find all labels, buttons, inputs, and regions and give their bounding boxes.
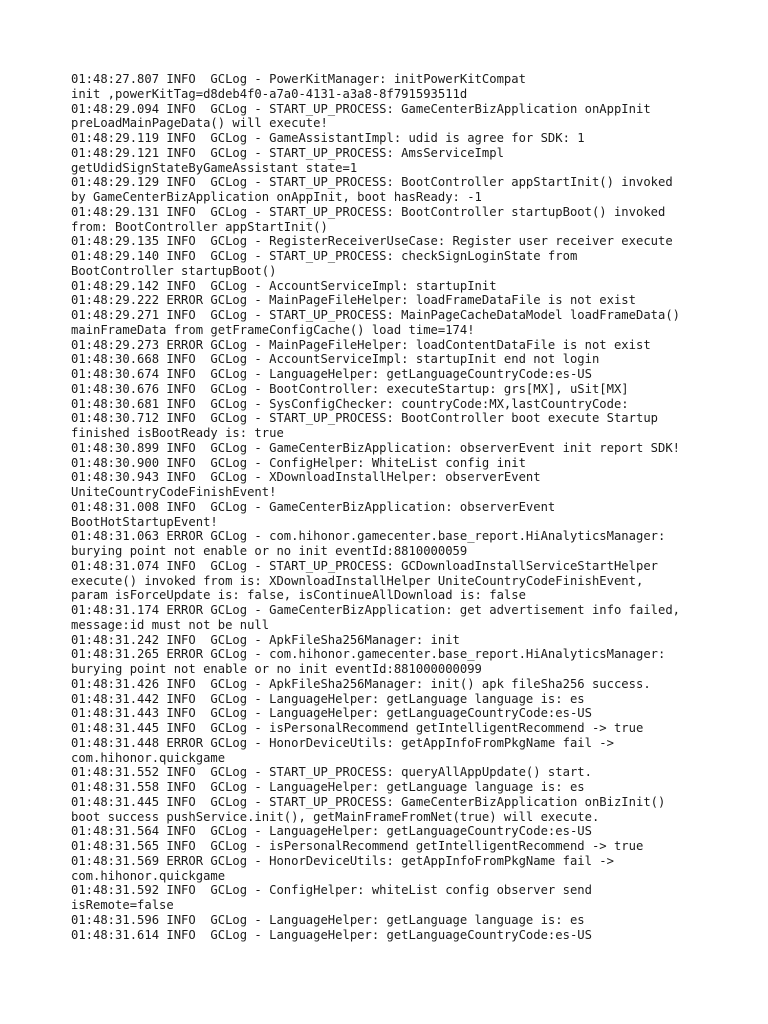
log-line: param isForceUpdate is: false, isContinueAllDownload is: false [71,588,526,603]
log-line: finished isBootReady is: true [71,426,284,440]
log-line: 01:48:30.943 INFO GCLog - XDownloadInstallHelper: observerEvent [71,470,541,485]
log-line: 01:48:29.131 INFO GCLog - START_UP_PROCESS: BootController startupBoot() invoked [71,204,666,219]
log-line: message:id must not be null [71,617,270,632]
log-line: mainFrameData from getFrameConfigCache() load time=174! [71,322,475,337]
log-line: 01:48:31.596 INFO GCLog - LanguageHelper: getLanguage language is: es [71,912,585,927]
log-line: 01:48:29.142 INFO GCLog - AccountServiceImpl: startupInit [71,278,497,293]
log-line: 01:48:29.129 INFO GCLog - START_UP_PROCESS: BootController appStartInit() invoked [71,175,673,190]
log-line: 01:48:30.681 INFO GCLog - SysConfigChecker: countryCode:MX,lastCountryCode: [71,396,629,411]
log-line: 01:48:31.558 INFO GCLog - LanguageHelper: getLanguage language is: es [71,780,585,794]
log-line: 01:48:31.569 ERROR GCLog - HonorDeviceUtils: getAppInfoFromPkgName fail -> [71,853,614,868]
log-text [71,72,711,942]
log-line: 01:48:31.592 INFO GCLog - ConfigHelper: whiteList config observer send [71,883,592,898]
log-line: 01:48:31.564 INFO GCLog - LanguageHelper: getLanguageCountryCode:es-US [71,824,592,839]
log-line: 01:48:29.094 INFO GCLog - START_UP_PROCESS: GameCenterBizApplication onAppInit [71,101,651,116]
log-line: 01:48:31.443 INFO GCLog - LanguageHelper: getLanguageCountryCode:es-US [71,706,592,721]
log-line: 01:48:31.063 ERROR GCLog - com.hihonor.gamecenter.base_report.HiAnalyticsManager: [71,529,666,544]
log-line: 01:48:31.565 INFO GCLog - isPersonalRecommend getIntelligentRecommend -> true [71,839,644,853]
log-line: 01:48:29.135 INFO GCLog - RegisterReceiverUseCase: Register user receiver execute [71,234,673,249]
log-line: 01:48:30.899 INFO GCLog - GameCenterBizApplication: observerEvent init report SDK! [71,440,681,455]
log-line: 01:48:31.614 INFO GCLog - LanguageHelper: getLanguageCountryCode:es-US [71,927,592,942]
log-line: 01:48:29.222 ERROR GCLog - MainPageFileHelper: loadFrameDataFile is not exist [71,293,636,308]
log-line: 01:48:31.445 INFO GCLog - START_UP_PROCESS: GameCenterBizApplication onBizInit() [71,794,666,809]
log-line: 01:48:29.271 INFO GCLog - START_UP_PROCESS: MainPageCacheDataModel loadFrameData() [71,308,681,322]
log-line: 01:48:29.119 INFO GCLog - GameAssistantImpl: udid is agree for SDK: 1 [71,131,585,145]
log-line: boot success pushService.init(), getMainFrameFromNet(true) will execute. [71,809,600,824]
log-line: execute() invoked from is: XDownloadInstallHelper UniteCountryCodeFinishEvent, [71,573,644,588]
log-line: 01:48:31.008 INFO GCLog - GameCenterBizApplication: observerEvent [71,499,556,514]
log-line: 01:48:31.448 ERROR GCLog - HonorDeviceUtils: getAppInfoFromPkgName fail -> [71,735,614,750]
log-line: 01:48:30.900 INFO GCLog - ConfigHelper: WhiteList config init [71,455,526,470]
log-line: isRemote=false [71,898,174,912]
log-line: 01:48:30.674 INFO GCLog - LanguageHelper: getLanguageCountryCode:es-US [71,367,592,381]
log-line: 01:48:27.807 INFO GCLog - PowerKitManager: initPowerKitCompat [71,72,526,86]
log-line: 01:48:31.442 INFO GCLog - LanguageHelper: getLanguage language is: es [71,691,585,706]
log-line: 01:48:31.242 INFO GCLog - ApkFileSha256Manager: init [71,632,460,647]
log-line: 01:48:30.676 INFO GCLog - BootController: executeStartup: grs[MX], uSit[MX] [71,381,629,396]
log-line: getUdidSignStateByGameAssistant state=1 [71,160,358,175]
log-line: burying point not enable or no init eventId:881000000099 [71,662,482,676]
log-line: 01:48:31.265 ERROR GCLog - com.hihonor.gamecenter.base_report.HiAnalyticsManager: [71,647,666,662]
log-line: 01:48:30.712 INFO GCLog - START_UP_PROCESS: BootController boot execute Startup [71,411,658,426]
log-line: UniteCountryCodeFinishEvent! [71,485,277,499]
log-line: com.hihonor.quickgame [71,750,226,765]
log-line: 01:48:31.552 INFO GCLog - START_UP_PROCESS: queryAllAppUpdate() start. [71,765,592,780]
log-line: 01:48:31.074 INFO GCLog - START_UP_PROCESS: GCDownloadInstallServiceStartHelper [71,558,658,573]
log-line: by GameCenterBizApplication onAppInit, boot hasReady: -1 [71,190,482,204]
log-line: com.hihonor.quickgame [71,868,226,883]
log-line: 01:48:31.174 ERROR GCLog - GameCenterBizApplication: get advertisement info failed, [71,603,681,617]
log-line: preLoadMainPageData() will execute! [71,116,328,131]
log-line: 01:48:31.445 INFO GCLog - isPersonalRecommend getIntelligentRecommend -> true [71,721,644,735]
log-line: 01:48:29.121 INFO GCLog - START_UP_PROCESS: AmsServiceImpl [71,145,504,160]
log-line: 01:48:29.273 ERROR GCLog - MainPageFileHelper: loadContentDataFile is not exist [71,337,651,352]
log-line: from: BootController appStartInit() [71,219,328,234]
log-line: 01:48:31.426 INFO GCLog - ApkFileSha256Manager: init() apk fileSha256 success. [71,676,651,691]
log-line: BootController startupBoot() [71,263,277,278]
log-line: init ,powerKitTag=d8deb4f0-a7a0-4131-a3a8-8f791593511d [71,86,468,101]
log-line: 01:48:29.140 INFO GCLog - START_UP_PROCESS: checkSignLoginState from [71,249,578,263]
log-line: BootHotStartupEvent! [71,514,218,529]
log-line: 01:48:30.668 INFO GCLog - AccountServiceImpl: startupInit end not login [71,352,600,367]
log-line: burying point not enable or no init eventId:8810000059 [71,544,468,558]
